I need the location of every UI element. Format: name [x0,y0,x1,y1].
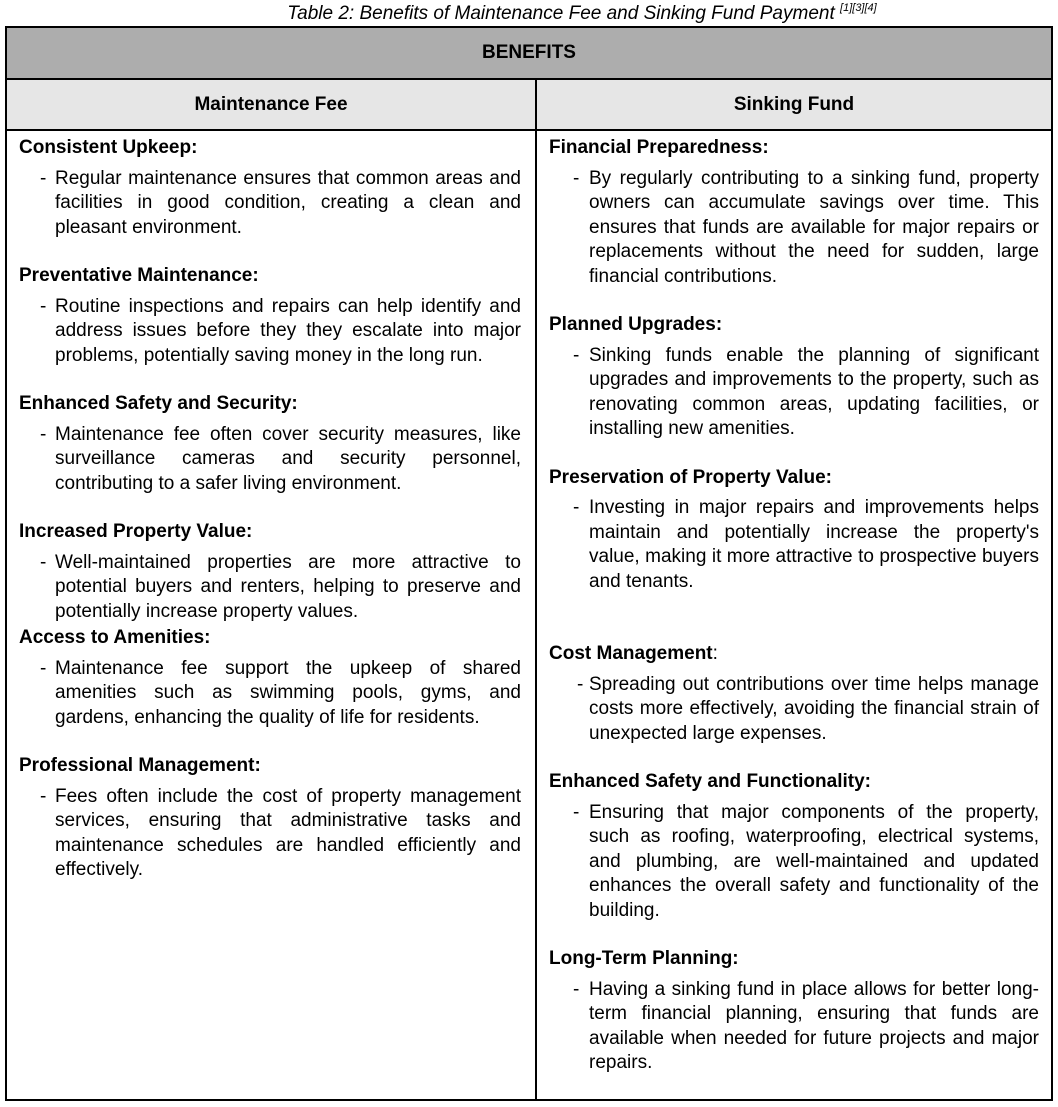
sinking-fund-cell [536,130,1052,1100]
benefit-title: Preservation of Property Value: [549,466,832,488]
benefit-text: Fees often include the cost of property management services, ensuring that administrative tasks and maintenance schedules are handled efficiently and effectively. [55,785,521,880]
benefit-item-preventative-maintenance [19,264,521,368]
benefit-title: Enhanced Safety and Functionality: [549,771,871,792]
benefit-item-long-term-planning [549,947,1039,1076]
dash-bullet: - [573,344,580,366]
benefit-text: Having a sinking fund in place allows for better long-term financial planning, ensuring that funds are available when needed for future projects and major repairs. [589,978,1039,1073]
caption-text: Table 2: Benefits of Maintenance Fee and Sinking Fund Payment [287,3,841,24]
benefit-item-consistent-upkeep [19,136,521,240]
table-title-header: BENEFITS [6,27,1052,79]
benefit-title: Planned Upgrades: [549,314,723,335]
dash-bullet: - [40,167,47,189]
dash-bullet: - [573,978,580,1000]
benefit-title: Access to Amenities: [19,627,211,648]
benefit-text: By regularly contributing to a sinking fund, property owners can accumulate savings over time. This ensures that funds are available for major repairs or replacements without the need for sudden, large financial contributions. [589,167,1039,287]
benefit-title-text: Cost Management [549,643,713,664]
benefit-item-access-to-amenities [19,626,521,730]
benefit-title: Professional Management: [19,755,261,776]
benefit-text: Well-maintained properties are more attractive to potential buyers and renters, helping to preserve and potentially increase property values. [55,551,521,622]
benefit-item-increased-property-value [19,520,521,624]
benefit-title: Consistent Upkeep: [19,137,198,158]
dash-bullet: - [40,551,47,573]
benefit-text: Maintenance fee support the upkeep of shared amenities such as swimming pools, gyms, and gardens, enhancing the quality of life for residents. [55,657,521,728]
benefit-text: Ensuring that major components of the property, such as roofing, waterproofing, electrical systems, and plumbing, are well-maintained and updated enhances the overall safety and functionality of the building. [589,801,1039,921]
benefits-table [5,26,1053,1101]
benefit-title [549,642,1039,667]
table-caption [0,3,1058,25]
dash-bullet: - [40,785,47,807]
caption-references: [1][3][4] [840,2,877,14]
benefit-title: Preventative Maintenance: [19,265,259,286]
benefit-item-financial-preparedness [549,136,1039,289]
column-header-sinking-fund: Sinking Fund [536,79,1052,130]
dash-bullet: - [40,295,47,317]
benefit-text: Maintenance fee often cover security measures, like surveillance cameras and security personnel, contributing to a safer living environment. [55,423,521,494]
benefit-item-planned-upgrades [549,313,1039,442]
benefit-title: Financial Preparedness: [549,137,769,158]
benefit-text: Sinking funds enable the planning of significant upgrades and improvements to the property, such as renovating common areas, updating facilities, or installing new amenities. [589,344,1039,439]
benefit-item-preservation-property-value [549,466,1039,595]
benefit-item-enhanced-safety-functionality [549,770,1039,923]
benefit-title: Long-Term Planning: [549,948,739,969]
dash-bullet: - [577,673,584,695]
dash-bullet: - [573,167,580,189]
column-header-maintenance-fee: Maintenance Fee [6,79,536,130]
dash-bullet: - [40,423,47,445]
dash-bullet: - [573,497,580,518]
maintenance-fee-cell [6,130,536,1100]
benefit-title-colon: : [712,643,718,664]
benefit-item-enhanced-safety-security [19,392,521,496]
benefit-title: Enhanced Safety and Security: [19,393,298,414]
dash-bullet: - [573,801,580,823]
benefit-item-cost-management [549,642,1039,746]
benefit-text: Investing in major repairs and improvements helps maintain and potentially increase the property's value, making it more attractive to prospective buyers and tenants. [589,497,1039,592]
benefit-text: Regular maintenance ensures that common areas and facilities in good condition, creating a clean and pleasant environment. [55,167,521,238]
benefit-title: Increased Property Value: [19,521,253,542]
benefit-item-professional-management [19,754,521,883]
dash-bullet: - [40,657,47,679]
benefit-text: Spreading out contributions over time helps manage costs more effectively, avoiding the financial strain of unexpected large expenses. [589,673,1039,744]
benefit-text: Routine inspections and repairs can help identify and address issues before they they escalate into major problems, potentially saving money in the long run. [55,295,521,366]
